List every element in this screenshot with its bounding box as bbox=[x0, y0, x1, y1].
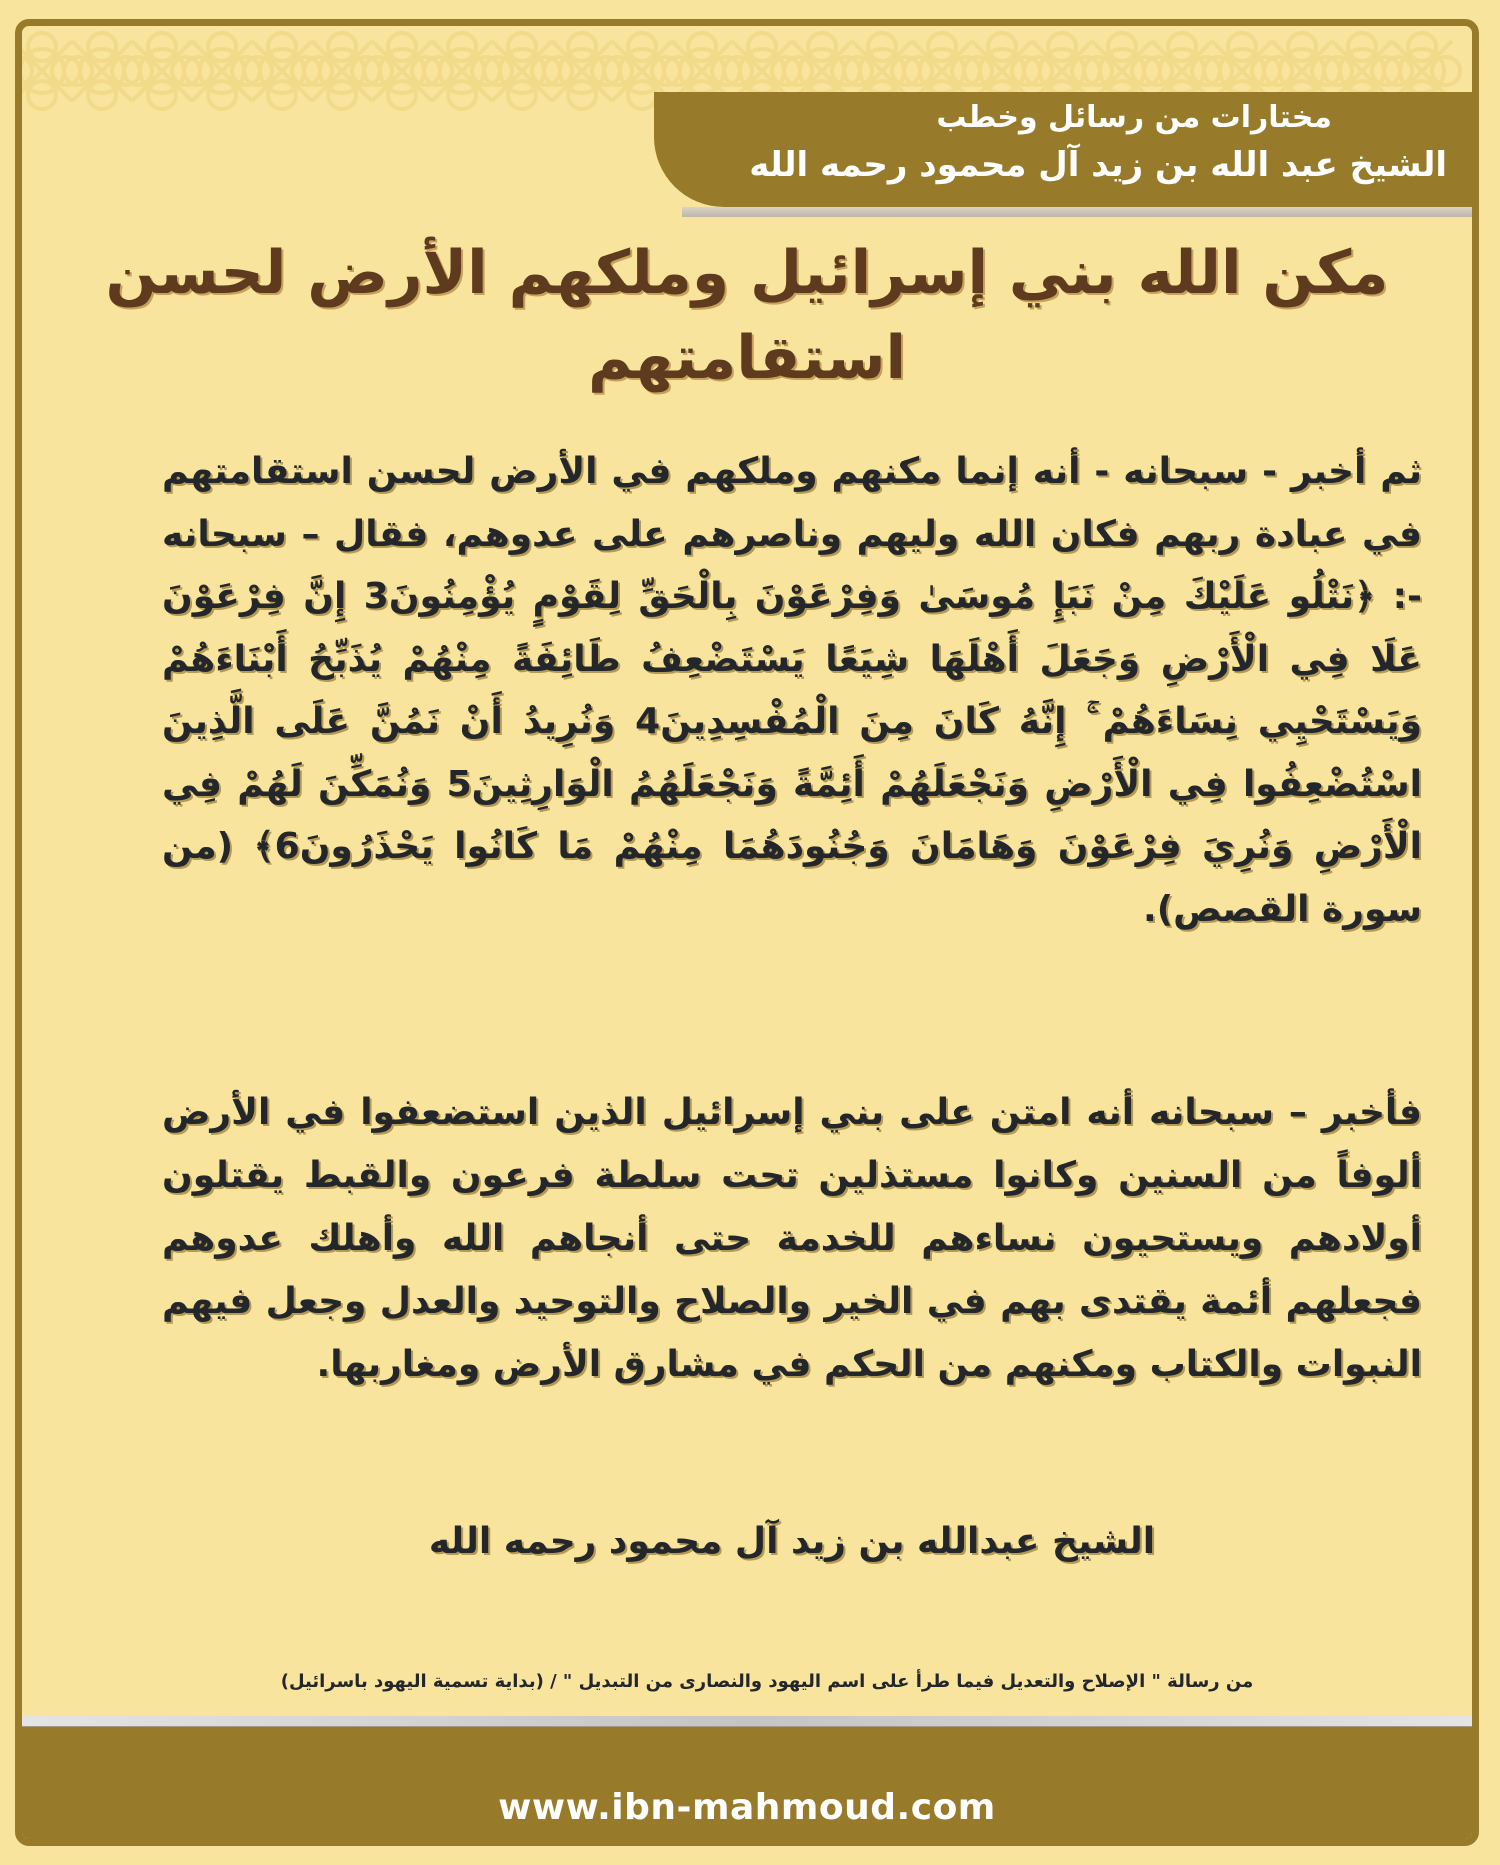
footer bbox=[22, 1727, 1472, 1839]
footer-divider bbox=[22, 1716, 1472, 1727]
source-citation: من رسالة " الإصلاح والتعديل فيما طرأ على اسم اليهود والنصارى من التبديل " / (بداية تسمية اليهود باسرائيل) bbox=[280, 1671, 1254, 1692]
paragraph-quran-quote: ثم أخبر - سبحانه - أنه إنما مكنهم وملكهم في الأرض لحسن استقامتهم في عبادة ربهم فكان الله وليهم وناصرهم على عدوهم، فقال – سبحانه -: ﴿نَتْلُو عَلَيْكَ مِنْ نَبَإِ مُوسَىٰ وَفِرْعَوْنَ بِالْحَقِّ لِقَوْمٍ يُؤْمِنُونَ3 إِنَّ فِرْعَوْنَ عَلَا فِي الْأَرْضِ وَجَعَلَ أَهْلَهَا شِيَعًا يَسْتَضْعِفُ طَائِفَةً مِنْهُمْ يُذَبِّحُ أَبْنَاءَهُمْ وَيَسْتَحْيِي نِسَاءَهُمْ ۚ إِنَّهُ كَانَ مِنَ الْمُفْسِدِينَ4 وَنُرِيدُ أَنْ نَمُنَّ عَلَى الَّذِينَ اسْتُضْعِفُوا فِي الْأَرْضِ وَنَجْعَلَهُمْ أَئِمَّةً وَنَجْعَلَهُمُ الْوَارِثِينَ5 وَنُمَكِّنَ لَهُمْ فِي الْأَرْضِ وَنُرِيَ فِرْعَوْنَ وَهَامَانَ وَجُنُودَهُمَا مِنْهُمْ مَا كَانُوا يَحْذَرُونَ6﴾ (من سورة القصص). bbox=[162, 451, 1423, 930]
article-title: مكن الله بني إسرائيل وملكهم الأرض لحسن استقامتهم bbox=[105, 238, 1389, 393]
banner-series-title: مختارات من رسائل وخطب bbox=[936, 100, 1332, 135]
paragraph-commentary: فأخبر – سبحانه أنه امتن على بني إسرائيل الذين استضعفوا في الأرض ألوفاً من السنين وكانوا مستذلين تحت سلطة فرعون والقبط يقتلون أولادهم ويستحيون نساءهم للخدمة حتى أنجاهم الله وأهلك عدوهم فجعلهم أئمة يقتدى بهم في الخير والصلاح والتوحيد والعدل وجعل فيهم النبوات والكتاب ومكنهم من الحكم في مشارق الأرض ومغاربها. bbox=[162, 1092, 1422, 1385]
author-signature: الشيخ عبدالله بن زيد آل محمود رحمه الله bbox=[428, 1521, 1156, 1562]
series-banner bbox=[654, 92, 1472, 207]
page-frame bbox=[15, 19, 1479, 1846]
banner-shadow-divider bbox=[682, 207, 1472, 217]
banner-author-name: الشيخ عبد الله بن زيد آل محمود رحمه الله bbox=[749, 145, 1447, 185]
website-link[interactable]: www.ibn-mahmoud.com bbox=[498, 1787, 996, 1828]
